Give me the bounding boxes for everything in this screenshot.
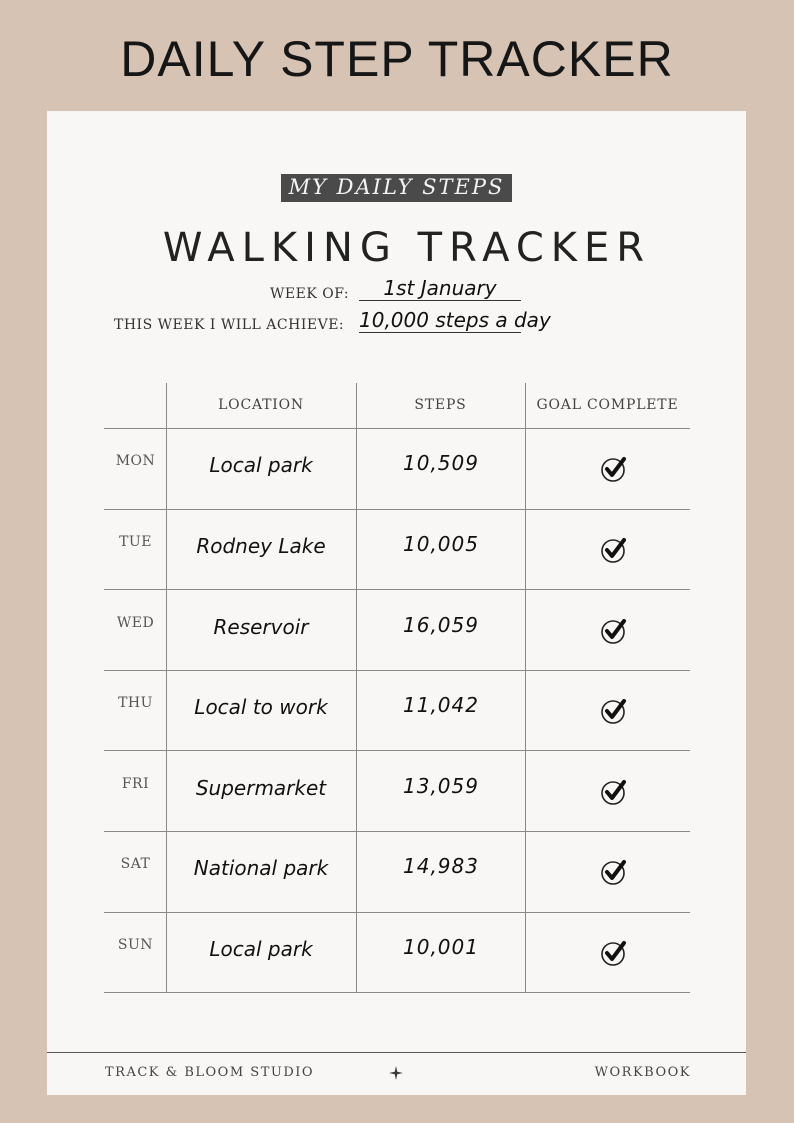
week-of-label: WEEK OF: bbox=[270, 286, 350, 302]
column-header: STEPS bbox=[414, 397, 467, 413]
row-divider bbox=[104, 670, 690, 671]
page-title: WALKING TRACKER bbox=[162, 225, 652, 271]
row-divider bbox=[104, 750, 690, 751]
location-cell: Local to work bbox=[194, 695, 328, 719]
check-circle-icon[interactable] bbox=[600, 616, 630, 646]
check-circle-icon[interactable] bbox=[600, 454, 630, 484]
row-divider bbox=[104, 831, 690, 832]
check-circle-icon[interactable] bbox=[600, 535, 630, 565]
footer-brand: TRACK & BLOOM STUDIO bbox=[105, 1065, 315, 1080]
check-circle-icon[interactable] bbox=[600, 857, 630, 887]
day-label: SAT bbox=[120, 856, 151, 872]
row-divider bbox=[104, 428, 690, 429]
column-header: LOCATION bbox=[218, 397, 304, 413]
steps-cell: 10,509 bbox=[403, 451, 479, 475]
steps-cell: 13,059 bbox=[403, 774, 479, 798]
location-cell: Supermarket bbox=[195, 776, 327, 800]
day-label: WED bbox=[116, 615, 155, 631]
steps-cell: 11,042 bbox=[403, 693, 479, 717]
day-label: FRI bbox=[121, 776, 150, 792]
subtitle-label: MY DAILY STEPS bbox=[281, 174, 513, 202]
goal-field[interactable]: 10,000 steps a day bbox=[359, 308, 551, 332]
location-cell: Reservoir bbox=[213, 615, 309, 639]
day-label: THU bbox=[118, 695, 153, 711]
location-cell: Rodney Lake bbox=[196, 534, 326, 558]
check-circle-icon[interactable] bbox=[600, 938, 630, 968]
location-cell: National park bbox=[193, 856, 329, 880]
steps-cell: 16,059 bbox=[403, 613, 479, 637]
location-cell: Local park bbox=[209, 453, 313, 477]
row-divider bbox=[104, 589, 690, 590]
steps-cell: 10,001 bbox=[403, 935, 479, 959]
steps-cell: 10,005 bbox=[403, 532, 479, 556]
check-circle-icon[interactable] bbox=[600, 696, 630, 726]
row-divider bbox=[104, 992, 690, 993]
day-label: SUN bbox=[117, 937, 154, 953]
footer-label: WORKBOOK bbox=[594, 1065, 691, 1080]
steps-cell: 14,983 bbox=[403, 854, 479, 878]
sparkle-star-icon bbox=[389, 1066, 403, 1080]
row-divider bbox=[104, 912, 690, 913]
row-divider bbox=[104, 509, 690, 510]
banner-title: DAILY STEP TRACKER bbox=[120, 31, 674, 87]
check-circle-icon[interactable] bbox=[600, 777, 630, 807]
tracker-sheet bbox=[47, 111, 746, 1095]
column-header: GOAL COMPLETE bbox=[536, 397, 679, 413]
day-label: MON bbox=[115, 453, 156, 469]
footer-divider bbox=[47, 1052, 746, 1053]
goal-label: THIS WEEK I WILL ACHIEVE: bbox=[114, 317, 345, 333]
subtitle-wrap bbox=[47, 174, 746, 202]
day-label: TUE bbox=[119, 534, 152, 550]
week-of-field[interactable]: 1st January bbox=[359, 276, 521, 301]
location-cell: Local park bbox=[209, 937, 313, 961]
